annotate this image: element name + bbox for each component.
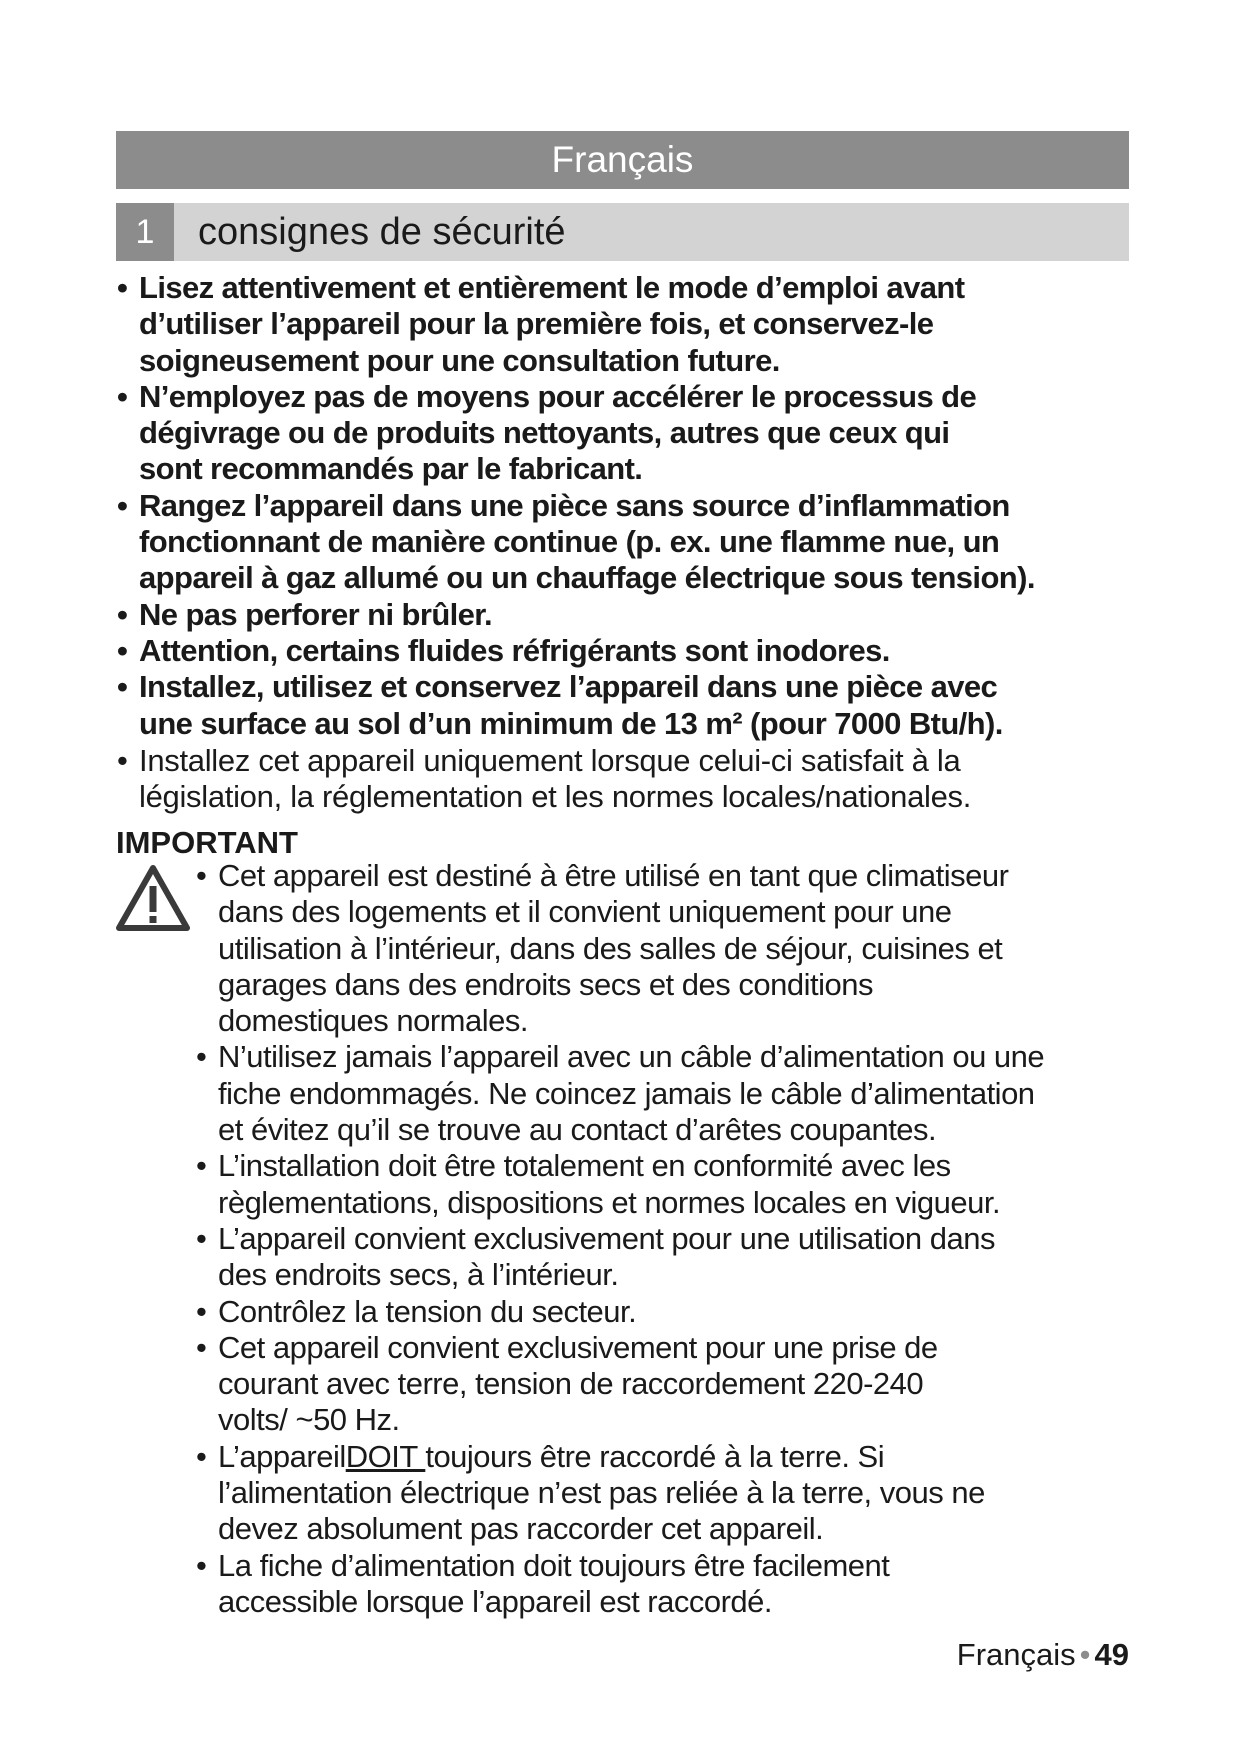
list-item-line: Installez, utilisez et conservez l’appareil dans une pièce avec: [139, 669, 998, 705]
list-item-line: Cet appareil est destiné à être utilisé en tant que climatiseur: [218, 858, 1009, 893]
list-item-line: Attention, certains fluides réfrigérants sont inodores.: [139, 632, 890, 668]
list-item-line: fiche endommagés. Ne coincez jamais le câble d’alimentation: [218, 1075, 1035, 1111]
section-header: [116, 203, 1129, 261]
bullet: •: [196, 1438, 207, 1474]
footer-separator: •: [1079, 1637, 1091, 1672]
list-item-line: Rangez l’appareil dans une pièce sans source d’inflammation: [139, 487, 1010, 523]
list-item-line: domestiques normales.: [218, 1003, 528, 1039]
list-item: [117, 633, 1035, 669]
bullet: •: [117, 596, 128, 632]
list-item: [196, 1548, 1044, 1621]
list-item-line: L’installation doit être totalement en conformité avec les: [218, 1148, 951, 1184]
bullet: •: [117, 378, 128, 414]
list-item: [196, 1439, 1044, 1548]
list-item-text: L’appareil: [218, 1438, 346, 1474]
list-item-line: volts/ ~50 Hz.: [218, 1402, 400, 1438]
bullet: •: [117, 632, 128, 668]
list-item-line: législation, la réglementation et les normes locales/nationales.: [139, 779, 972, 815]
list-item: [196, 1330, 1044, 1439]
list-item-line: appareil à gaz allumé ou un chauffage électrique sous tension).: [139, 560, 1035, 596]
list-item: [117, 270, 1035, 379]
bullet: •: [196, 858, 207, 893]
list-item-line: une surface au sol d’un minimum de 13 m² (pour 7000 Btu/h).: [139, 705, 1003, 741]
list-item: [117, 379, 1035, 488]
list-item-line: N’utilisez jamais l’appareil avec un câble d’alimentation ou une: [218, 1039, 1045, 1075]
list-item-line: des endroits secs, à l’intérieur.: [218, 1257, 619, 1293]
list-item-line: et évitez qu’il se trouve au contact d’arêtes coupantes.: [218, 1112, 937, 1148]
important-heading: IMPORTANT: [116, 825, 298, 860]
language-banner: Français: [116, 131, 1129, 189]
safety-bold-list: [117, 270, 1035, 742]
list-item-line: fonctionnant de manière continue (p. ex. une flamme nue, un: [139, 524, 1000, 560]
list-item-line: Ne pas perforer ni brûler.: [139, 596, 493, 632]
list-item-line: Lisez attentivement et entièrement le mode d’emploi avant: [139, 270, 965, 305]
page-number: 49: [1094, 1637, 1129, 1672]
list-item-line: L’appareil convient exclusivement pour une utilisation dans: [218, 1220, 995, 1256]
footer-language: Français: [956, 1637, 1076, 1672]
list-item-line: devez absolument pas raccorder cet appareil.: [218, 1511, 824, 1547]
list-item-line: d’utiliser l’appareil pour la première fois, et conservez-le: [139, 306, 934, 342]
list-item: [196, 1148, 1044, 1221]
list-item-line: Cet appareil convient exclusivement pour une prise de: [218, 1329, 938, 1365]
important-list: [196, 858, 1044, 1620]
page-footer: [957, 1635, 1129, 1675]
list-item-line: sont recommandés par le fabricant.: [139, 451, 643, 487]
list-item: [117, 488, 1035, 597]
list-item-line: Contrôlez la tension du secteur.: [218, 1293, 637, 1329]
list-item: [117, 669, 1035, 742]
bullet: •: [196, 1148, 207, 1184]
list-item-line: garages dans des endroits secs et des conditions: [218, 966, 873, 1002]
list-item-line: l’alimentation électrique n’est pas reliée à la terre, vous ne: [218, 1475, 985, 1511]
bullet: •: [196, 1293, 207, 1329]
list-item: [117, 743, 971, 816]
list-item: [196, 858, 1044, 1039]
warning-triangle-icon: [116, 864, 190, 932]
list-item: [196, 1221, 1044, 1294]
list-item-line: règlementations, dispositions et normes locales en vigueur.: [218, 1184, 1001, 1220]
list-item-line: soigneusement pour une consultation future.: [139, 342, 780, 378]
bullet: •: [117, 270, 128, 305]
list-item-line: dégivrage ou de produits nettoyants, autres que ceux qui: [139, 415, 950, 451]
list-item-line: accessible lorsque l’appareil est raccordé.: [218, 1583, 773, 1619]
list-item-line: N’employez pas de moyens pour accélérer le processus de: [139, 378, 977, 414]
list-item-line: Installez cet appareil uniquement lorsque celui-ci satisfait à la: [139, 743, 961, 778]
emphasis-text: DOIT: [345, 1438, 426, 1474]
list-item-text: toujours être raccordé à la terre. Si: [425, 1438, 885, 1474]
bullet: •: [196, 1329, 207, 1365]
bullet: •: [196, 1220, 207, 1256]
section-title: consignes de sécurité: [198, 211, 566, 253]
list-item-line: courant avec terre, tension de raccordement 220-240: [218, 1366, 924, 1402]
list-item: [196, 1039, 1044, 1148]
section-number: 1: [116, 203, 174, 261]
safety-plain-list: [117, 743, 971, 816]
bullet: •: [196, 1547, 207, 1583]
list-item-line: utilisation à l’intérieur, dans des salles de séjour, cuisines et: [218, 930, 1003, 966]
list-item-line: dans des logements et il convient uniquement pour une: [218, 894, 952, 930]
list-item: [117, 597, 1035, 633]
bullet: •: [117, 669, 128, 705]
bullet: •: [117, 487, 128, 523]
bullet: •: [196, 1039, 207, 1075]
bullet: •: [117, 743, 128, 778]
list-item: [196, 1294, 1044, 1330]
list-item-line: La fiche d’alimentation doit toujours être facilement: [218, 1547, 890, 1583]
